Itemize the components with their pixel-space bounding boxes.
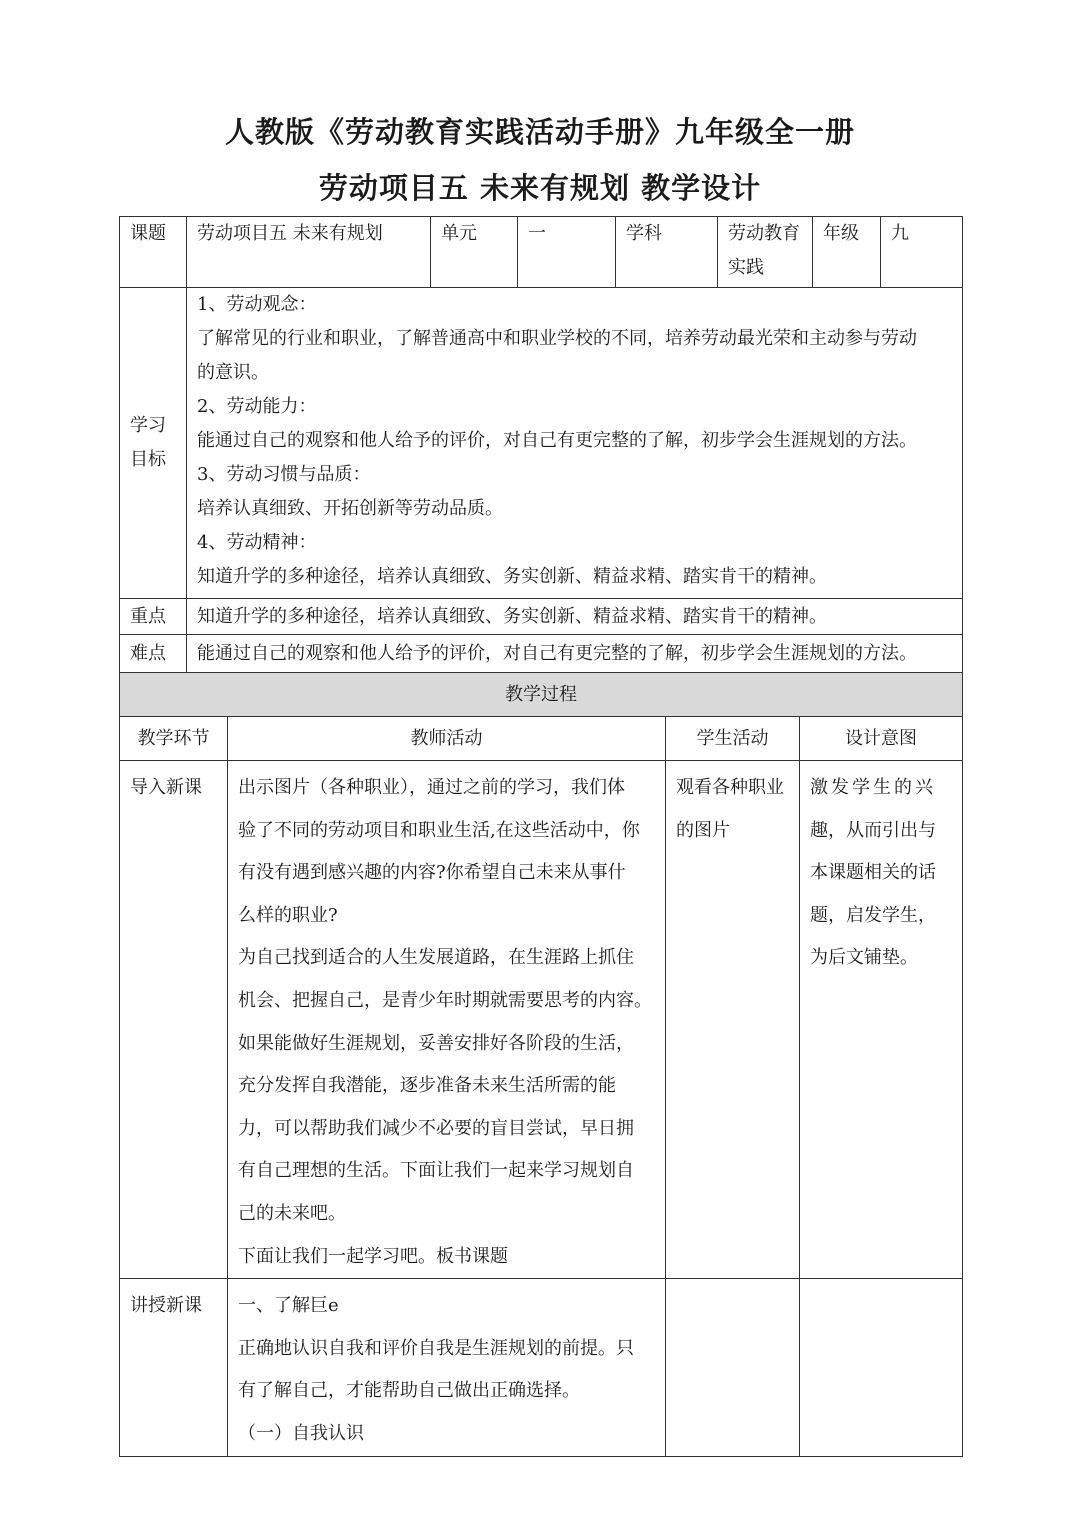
teacher-line: 有没有遇到感兴趣的内容?你希望自己未来从事什 xyxy=(238,862,626,884)
key-point-text: 知道升学的多种途径，培养认真细致、务实创新、精益求精、踏实肯干的精神。 xyxy=(187,599,963,635)
process-heading: 教学过程 xyxy=(120,673,963,717)
goal-line: 能通过自己的观察和他人给予的评价，对自己有更完整的了解，初步学会生涯规划的方法。 xyxy=(197,430,917,451)
table-row xyxy=(120,761,963,1279)
process-heading-row xyxy=(120,673,963,717)
student-line: 观看各种职业 xyxy=(676,777,784,798)
teacher-line: 充分发挥自我潜能，逐步准备未来生活所需的能 xyxy=(238,1075,616,1097)
intent-line: 激发学生的兴 xyxy=(810,777,936,798)
column-header: 教学环节 xyxy=(120,717,228,761)
goal-line: 1、劳动观念： xyxy=(197,294,317,315)
teacher-line: 验了不同的劳动项目和职业生活,在这些活动中，你 xyxy=(238,819,640,841)
grade-label: 年级 xyxy=(813,217,881,288)
student-activity-cell xyxy=(666,761,800,1279)
design-intent-cell xyxy=(800,1279,963,1456)
goal-line: 知道升学的多种途径，培养认真细致、务实创新、精益求精、踏实肯干的精神。 xyxy=(197,566,827,587)
teacher-line: 有自己理想的生活。下面让我们一起来学习规划自 xyxy=(238,1160,634,1182)
teacher-activity-cell xyxy=(228,761,666,1279)
process-header-row xyxy=(120,717,963,761)
goal-line: 4、劳动精神： xyxy=(197,532,317,553)
topic-label: 课题 xyxy=(120,217,187,288)
difficulty-text: 能通过自己的观察和他人给予的评价，对自己有更完整的了解，初步学会生涯规划的方法。 xyxy=(187,635,963,673)
teacher-line: 有了解自己，才能帮助自己做出正确选择。 xyxy=(238,1380,580,1402)
unit-label: 单元 xyxy=(431,217,518,288)
grade-value: 九 xyxy=(881,217,963,288)
subject-value xyxy=(718,217,813,288)
teacher-line: 力，可以帮助我们减少不必要的盲目尝试，早日拥 xyxy=(238,1117,634,1139)
goals-label-line: 目标 xyxy=(130,449,166,470)
teacher-line: 如果能做好生涯规划，妥善安排好各阶段的生活， xyxy=(238,1032,634,1054)
stage-cell: 导入新课 xyxy=(120,761,228,1279)
teacher-line: （一）自我认识 xyxy=(238,1422,364,1444)
column-header: 教师活动 xyxy=(228,717,666,761)
teacher-line: 出示图片（各种职业），通过之前的学习，我们体 xyxy=(238,777,625,798)
teacher-line: 己的未来吧。 xyxy=(238,1202,346,1224)
info-row xyxy=(120,217,963,288)
goal-line: 了解常见的行业和职业，了解普通高中和职业学校的不同，培养劳动最光荣和主动参与劳动 xyxy=(197,328,917,349)
table-row xyxy=(120,1279,963,1456)
goals-content xyxy=(187,288,963,599)
goals-label-line: 学习 xyxy=(130,415,166,436)
goal-line: 的意识。 xyxy=(197,362,269,383)
document-title: 人教版《劳动教育实践活动手册》九年级全一册 xyxy=(224,115,855,149)
goal-line: 3、劳动习惯与品质： xyxy=(197,464,371,485)
subject-value-line: 实践 xyxy=(728,257,764,278)
student-line: 的图片 xyxy=(676,819,730,841)
key-point-row xyxy=(120,599,963,635)
intent-line: 题，启发学生， xyxy=(810,904,936,926)
goal-line: 培养认真细致、开拓创新等劳动品质。 xyxy=(197,498,503,519)
student-activity-cell xyxy=(666,1279,800,1456)
column-header: 设计意图 xyxy=(800,717,963,761)
document-subtitle: 劳动项目五 未来有规划 教学设计 xyxy=(318,171,762,205)
intent-line: 趣，从而引出与 xyxy=(810,819,936,841)
teacher-line: 么样的职业? xyxy=(238,904,338,926)
teaching-process-table xyxy=(119,672,963,1457)
intent-line: 为后文铺垫。 xyxy=(810,947,918,969)
lesson-info-table xyxy=(119,216,963,673)
goal-line: 2、劳动能力： xyxy=(197,396,317,417)
column-header: 学生活动 xyxy=(666,717,800,761)
teacher-line: 为自己找到适合的人生发展道路，在生涯路上抓住 xyxy=(238,947,634,969)
unit-value: 一 xyxy=(518,217,616,288)
difficulty-label: 难点 xyxy=(120,635,187,673)
difficulty-row xyxy=(120,635,963,673)
teacher-line: 正确地认识自我和评价自我是生涯规划的前提。只 xyxy=(238,1337,634,1359)
teacher-line: 一、了解巨e xyxy=(238,1295,339,1317)
design-intent-cell xyxy=(800,761,963,1279)
teacher-line: 机会、把握自己，是青少年时期就需要思考的内容。 xyxy=(238,989,652,1011)
subject-value-line: 劳动教育 xyxy=(728,223,800,244)
teacher-line: 下面让我们一起学习吧。板书课题 xyxy=(238,1245,508,1267)
intent-line: 本课题相关的话 xyxy=(810,862,936,884)
subject-label: 学科 xyxy=(616,217,718,288)
topic-value: 劳动项目五 未来有规划 xyxy=(187,217,431,288)
stage-cell: 讲授新课 xyxy=(120,1279,228,1456)
key-point-label: 重点 xyxy=(120,599,187,635)
goals-row xyxy=(120,288,963,599)
teacher-activity-cell xyxy=(228,1279,666,1456)
goals-label xyxy=(120,288,187,599)
